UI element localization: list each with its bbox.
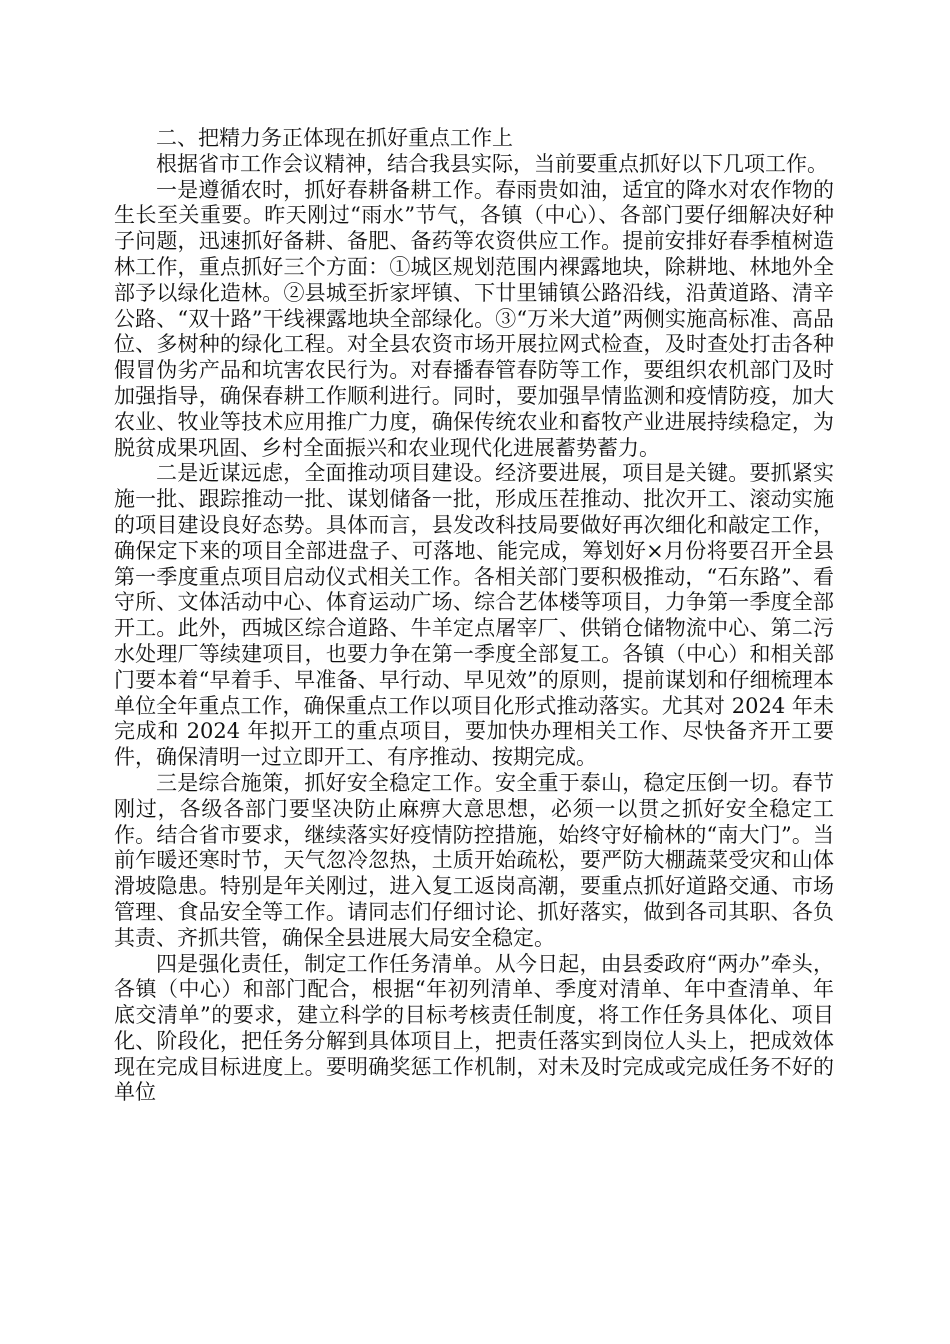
paragraph-spring-farming: 一是遵循农时，抓好春耕备耕工作。春雨贵如油，适宜的降水对农作物的生长至关重要。昨天刚过“雨水”节气，各镇（中心）、各部门要仔细解决好种子问题，迅速抓好备耕、备肥、备药等农资供应工作。提前安排好春季植树造林工作，重点抓好三个方面：①城区规划范围内裸露地块，除耕地、林地外全部予以绿化造林。②县城至折家坪镇、下廿里铺镇公路沿线，沿黄道路、清辛公路、“双十路”干线裸露地块全部绿化。③“万米大道”两侧实施高标准、高品位、多树种的绿化工程。对全县农资市场开展拉网式检查，及时查处打击各种假冒伪劣产品和坑害农民行为。对春播春管春防等工作，要组织农机部门及时加强指导，确保春耕工作顺利进行。同时，要加强旱情监测和疫情防疫，加大农业、牧业等技术应用推广力度，确保传统农业和畜牧产业进展持续稳定，为脱贫成果巩固、乡村全面振兴和农业现代化进展蓄势蓄力。 [114, 177, 834, 460]
paragraph-task-list: 四是强化责任，制定工作任务清单。从今日起，由县委政府“两办”牵头，各镇（中心）和部门配合，根据“年初列清单、季度对清单、年中查清单、年底交清单”的要求，建立科学的目标考核责任制度，将工作任务具体化、项目化、阶段化，把任务分解到具体项目上，把责任落实到岗位人头上，把成效体现在完成目标进度上。要明确奖惩工作机制，对未及时完成或完成任务不好的单位 [114, 951, 834, 1105]
paragraph-project-construction: 二是近谋远虑，全面推动项目建设。经济要进展，项目是关键。要抓紧实施一批、跟踪推动一批、谋划储备一批，形成压茬推动、批次开工、滚动实施的项目建设良好态势。具体而言，县发改科技局要做好再次细化和敲定工作，确保定下来的项目全部进盘子、可落地、能完成，筹划好×月份将要召开全县第一季度重点项目启动仪式相关工作。各相关部门要积极推动，“石东路”、看守所、文体活动中心、体育运动广场、综合艺体楼等项目，力争第一季度全部开工。此外，西城区综合道路、牛羊定点屠宰厂、供销仓储物流中心、第二污水处理厂等续建项目，也要力争在第一季度全部复工。各镇（中心）和相关部门要本着“早着手、早准备、早行动、早见效”的原则，提前谋划和仔细梳理本单位全年重点工作，确保重点工作以项目化形式推动落实。尤其对 2024 年未完成和 2024 年拟开工的重点项目，要加快办理相关工作、尽快备齐开工要件，确保清明一过立即开工、有序推动、按期完成。 [114, 461, 834, 770]
paragraph-safety-stability: 三是综合施策，抓好安全稳定工作。安全重于泰山，稳定压倒一切。春节刚过，各级各部门要坚决防止麻痹大意思想，必须一以贯之抓好安全稳定工作。结合省市要求，继续落实好疫情防控措施，始终守好榆林的“南大门”。当前乍暖还寒时节，天气忽冷忽热，土质开始疏松，要严防大棚蔬菜受灾和山体滑坡隐患。特别是年关刚过，进入复工返岗高潮，要重点抓好道路交通、市场管理、食品安全等工作。请同志们仔细讨论、抓好落实，做到各司其职、各负其责、齐抓共管，确保全县进展大局安全稳定。 [114, 770, 834, 950]
section-heading: 二、把精力务正体现在抓好重点工作上 [156, 126, 513, 150]
document-body [114, 126, 834, 1106]
paragraph-intro: 根据省市工作会议精神，结合我县实际，当前要重点抓好以下几项工作。 [156, 151, 828, 176]
